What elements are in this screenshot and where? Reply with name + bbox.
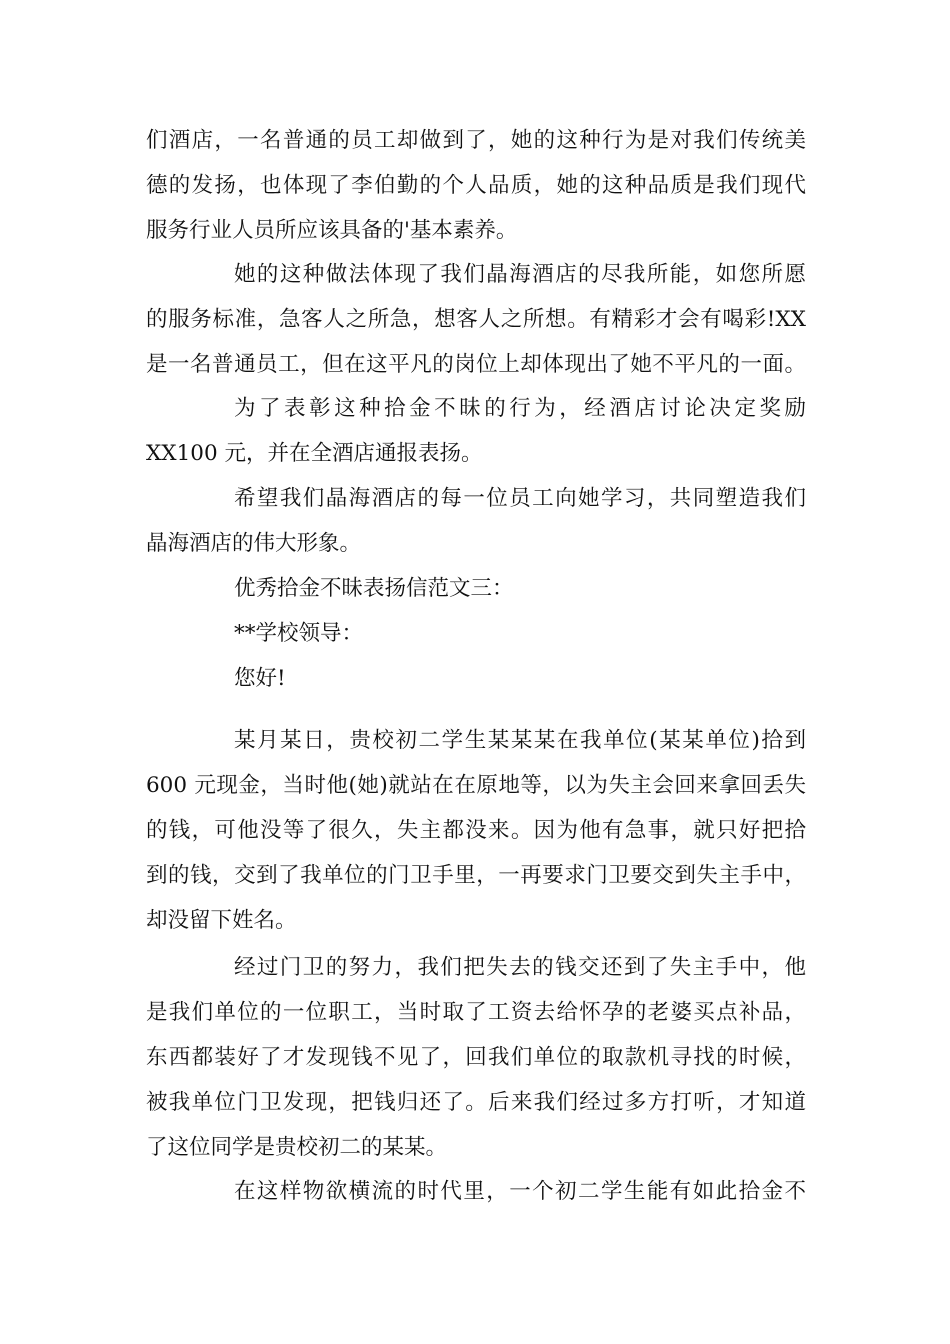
text-line: 德的发扬，也体现了李伯勤的个人品质，她的这种品质是我们现代 bbox=[146, 173, 806, 198]
text-line: 东西都装好了才发现钱不见了，回我们单位的取款机寻找的时候， bbox=[146, 1045, 806, 1070]
text-line: 了这位同学是贵校初二的某某。 bbox=[146, 1135, 448, 1160]
text-line: 是我们单位的一位职工，当时取了工资去给怀孕的老婆买点补品， bbox=[146, 1000, 806, 1025]
letter-salutation bbox=[146, 611, 806, 656]
text-line: 被我单位门卫发现，把钱归还了。后来我们经过多方打听，才知道 bbox=[146, 1090, 806, 1115]
paragraph-returned bbox=[146, 945, 806, 1170]
text-line: 为了表彰这种拾金不昧的行为，经酒店讨论决定奖励 bbox=[234, 396, 806, 421]
text-line: 晶海酒店的伟大形象。 bbox=[146, 531, 362, 556]
sample-heading bbox=[146, 566, 806, 611]
text-line: 600 元现金，当时他(她)就站在在原地等，以为失主会回来拿回丢失 bbox=[146, 773, 806, 798]
paragraph-hope bbox=[146, 476, 806, 566]
text-line: 她的这种做法体现了我们晶海酒店的尽我所能，如您所愿 bbox=[234, 262, 806, 287]
text-line: XX100 元，并在全酒店通报表扬。 bbox=[146, 441, 483, 466]
paragraph-praise bbox=[146, 1169, 806, 1214]
text-line: 经过门卫的努力，我们把失去的钱交还到了失主手中，他 bbox=[234, 955, 806, 980]
paragraph-reward bbox=[146, 386, 806, 476]
text-line: 希望我们晶海酒店的每一位员工向她学习，共同塑造我们 bbox=[234, 486, 806, 511]
paragraph-found-money bbox=[146, 718, 806, 943]
text-line: 是一名普通员工，但在这平凡的岗位上却体现出了她不平凡的一面。 bbox=[146, 352, 806, 377]
text-line: 某月某日，贵校初二学生某某某在我单位(某某单位)拾到 bbox=[234, 728, 806, 753]
text-line: 的钱，可他没等了很久，失主都没来。因为他有急事，就只好把拾 bbox=[146, 818, 806, 843]
text-line: 到的钱，交到了我单位的门卫手里，一再要求门卫要交到失主手中， bbox=[146, 863, 806, 888]
paragraph-service-standard bbox=[146, 252, 806, 387]
text-line: 们酒店，一名普通的员工却做到了，她的这种行为是对我们传统美 bbox=[146, 128, 806, 153]
section-title: 优秀拾金不昧表扬信范文三： bbox=[234, 576, 514, 601]
text-line: **学校领导： bbox=[234, 621, 364, 646]
text-line: 服务行业人员所应该具备的'基本素养。 bbox=[146, 218, 518, 243]
paragraph-continuation bbox=[146, 118, 806, 253]
letter-greeting bbox=[146, 656, 806, 701]
text-line: 的服务标准，急客人之所急，想客人之所想。有精彩才会有喝彩!XX bbox=[146, 307, 806, 332]
text-line: 在这样物欲横流的时代里，一个初二学生能有如此拾金不 bbox=[234, 1179, 806, 1204]
text-line: 却没留下姓名。 bbox=[146, 908, 297, 933]
text-line: 您好! bbox=[234, 666, 286, 691]
